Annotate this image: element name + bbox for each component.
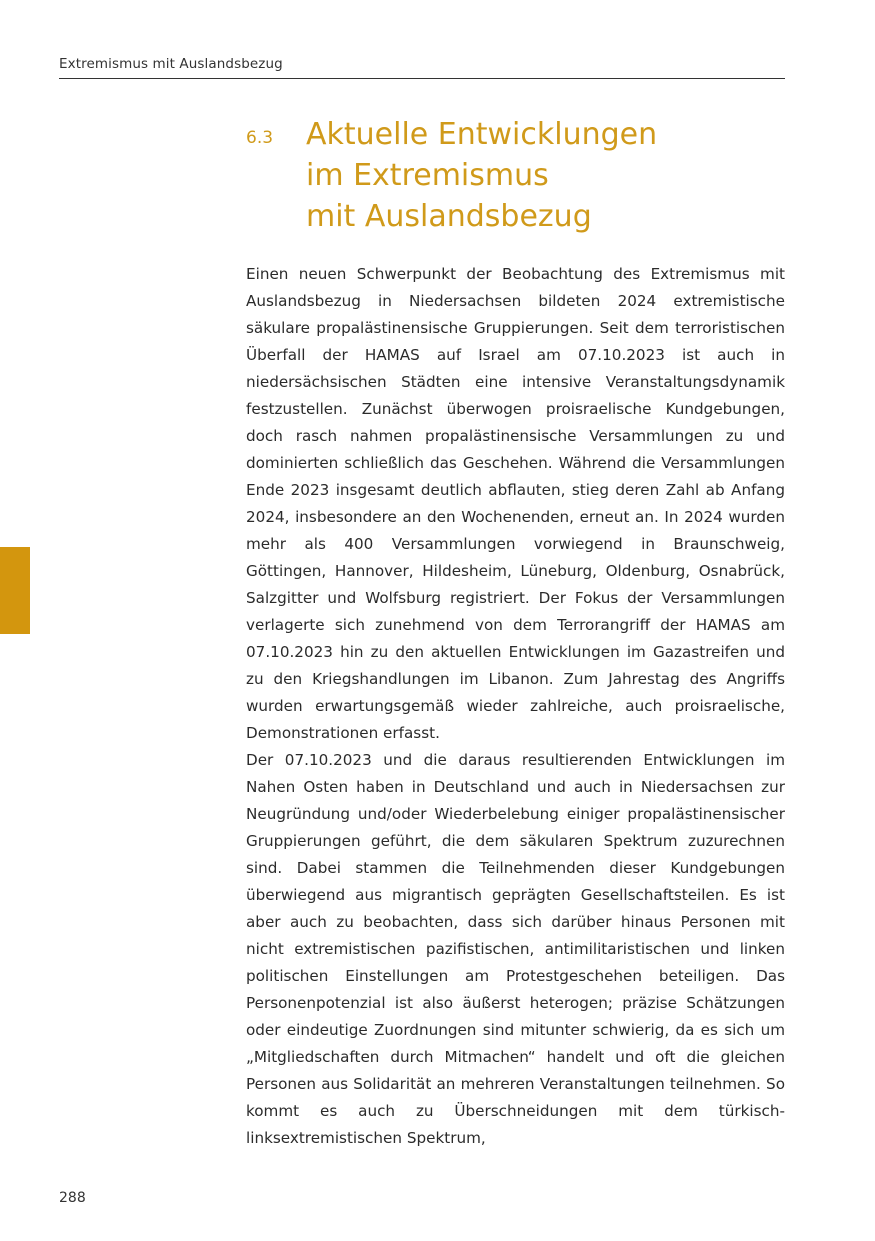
running-header-title: Extremismus mit Auslandsbezug (59, 56, 283, 72)
body-text (246, 261, 785, 1152)
section-title (306, 114, 786, 237)
header-divider (59, 78, 785, 79)
section-number: 6.3 (246, 128, 274, 148)
section-title-line-1: Aktuelle Entwicklungen (306, 117, 658, 152)
section-title-line-2: im Extremismus (306, 158, 549, 193)
body-paragraph-1: Einen neuen Schwerpunkt der Beobachtung des Extremismus mit Auslandsbezug in Niedersachsen bildeten 2024 extremistische säkulare propalästinensische Gruppierungen. Seit dem terroristischen Überfall der HAMAS auf Israel am 07.10.2023 ist auch in niedersächsischen Städten eine intensive Veranstaltungsdynamik festzustellen. Zunächst überwogen proisraelische Kundgebungen, doch rasch nahmen propalästinensische Versammlungen zu und dominierten schließlich das Geschehen. Während die Versammlungen Ende 2023 insgesamt deutlich abflauten, stieg deren Zahl ab Anfang 2024, insbesondere an den Wochenenden, erneut an. In 2024 wurden mehr als 400 Versammlungen vorwiegend in Braunschweig, Göttingen, Hannover, Hildesheim, Lüneburg, Oldenburg, Osnabrück, Salzgitter und Wolfsburg registriert. Der Fokus der Versammlungen verlagerte sich zunehmend von dem Terrorangriff der HAMAS am 07.10.2023 hin zu den aktuellen Entwicklungen im Gazastreifen und zu den Kriegshandlungen im Libanon. Zum Jahrestag des Angriffs wurden erwartungsgemäß wieder zahlreiche, auch proisraelische, Demonstrationen erfasst. (246, 265, 785, 742)
chapter-side-tab (0, 547, 30, 634)
section-title-line-3: mit Auslandsbezug (306, 199, 592, 234)
page-number: 288 (59, 1190, 86, 1206)
body-paragraph-2: Der 07.10.2023 und die daraus resultierenden Entwicklungen im Nahen Osten haben in Deutschland und auch in Niedersachsen zur Neugründung und/oder Wiederbelebung einiger propalästinensischer Gruppierungen geführt, die dem säkularen Spektrum zuzurechnen sind. Dabei stammen die Teilnehmenden dieser Kundgebungen überwiegend aus migrantisch geprägten Gesellschaftsteilen. Es ist aber auch zu beobachten, dass sich darüber hinaus Personen mit nicht extremistischen pazifistischen, antimilitaristischen und linken politischen Einstellungen am Protestgeschehen beteiligen. Das Personenpotenzial ist also äußerst heterogen; präzise Schätzungen oder eindeutige Zuordnungen sind mitunter schwierig, da es sich um „Mitgliedschaften durch Mitmachen“ handelt und oft die gleichen Personen aus Solidarität an mehreren Veranstaltungen teilnehmen. So kommt es auch zu Überschneidungen mit dem türkisch-linksextremistischen Spektrum, (246, 751, 785, 1147)
